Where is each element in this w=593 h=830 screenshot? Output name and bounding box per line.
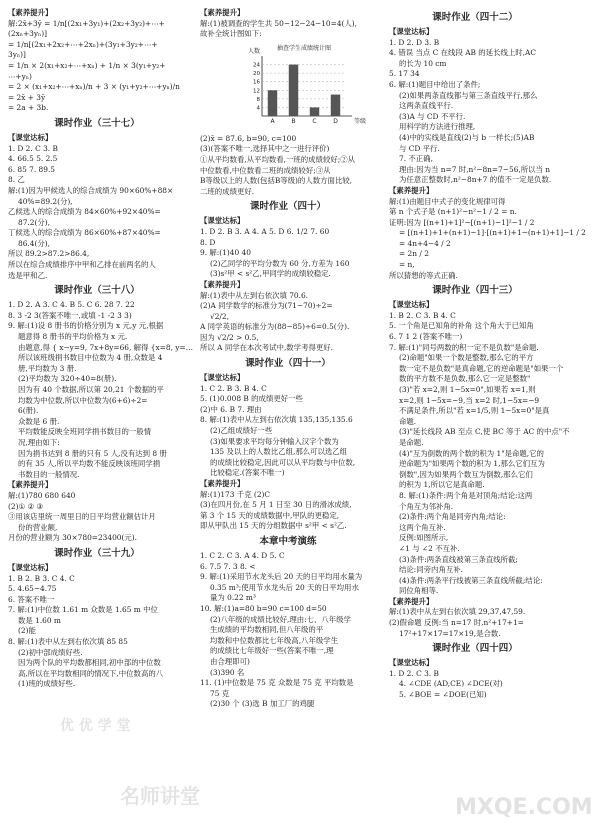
- answer-line: (2)平均数为 320÷40=8(册).: [18, 374, 117, 384]
- answer-line: 命题.: [399, 416, 417, 426]
- answer-line: 因为有 40 个数据,所以第 20,21 个数据的平: [18, 385, 164, 394]
- answer-line: (2)乙同学的平均分数为 60 分,方差为 160: [210, 258, 350, 268]
- answer-line: 倒数",因为如果两个数互为倒数,那么它们: [399, 469, 533, 479]
- answer-line: A 同学英语的标准分为(88−85)÷6=0.5(分).: [200, 322, 350, 332]
- answer-line: 10. 解:(1)a=80 b=90 c=100 d=50: [200, 603, 327, 613]
- answer-line: 乙候选人的综合成绩为 84×60%+92×40%=: [8, 207, 161, 217]
- answer-line: 数的平方数不是负数,那么它一定是整数": [399, 374, 531, 384]
- answer-line: (3)"延长线段 AB 至点 C,使 BC 等于 AC 的中点"不: [399, 427, 570, 437]
- answer-line: 况,理由如下:: [18, 437, 60, 447]
- answer-line: 同位角相等.: [399, 586, 439, 596]
- answer-line: 均数和中位数都比七年级高,八年级学生: [210, 635, 338, 645]
- answer-line: = 2n / 2: [399, 249, 429, 259]
- answer-line: ③用该店里统一周里日的日平均营业额估计月: [8, 512, 156, 522]
- answer-line: 6(册).: [18, 406, 39, 416]
- answer-line: 是命题.: [399, 437, 424, 447]
- answer-line: 5. 4.65~4.75: [8, 584, 57, 594]
- answer-line: = 1/n × 2(x₁+x₂+⋯+xₙ) + 1/n × 3(y₁+y₂+: [8, 60, 166, 70]
- watermark-left-middle: 优 优 学 堂: [60, 718, 131, 734]
- answer-line: (2)条件:两个角是同旁内角;结论:: [399, 512, 506, 522]
- answer-line: = [(n+1)+1+(n+1)−1]·[(n+1)+1−(n+1)+1]−1 / 2: [399, 228, 586, 238]
- chart-ytick-label: 8: [256, 96, 260, 103]
- chart-ytick-label: 24: [253, 62, 260, 69]
- answer-line: 8. 解:(1)表中从左到右依次填 85 85: [8, 637, 128, 647]
- answer-line: 135 及以上的人数比乙组,那么可以选乙组: [210, 447, 348, 457]
- answer-line: 结论:同旁内角互补.: [399, 565, 463, 575]
- answer-line: 众数是 6 册.: [18, 416, 60, 426]
- answer-line: 4. 错误 当点 C 在线段 AB 的延长线上时,AC: [389, 48, 536, 58]
- answer-line: 6. 7 1 2 (答案不唯一): [389, 332, 463, 342]
- answer-line: 题意得 8 册书的平均价格为 x 元.: [18, 332, 128, 342]
- answer-line: 理由:因为当 n=7 时,n²−8n=7−56,所以当 n: [399, 164, 551, 174]
- answer-line: 所以 89.2>87.2>86.4,: [8, 249, 90, 259]
- answer-line: 7. 解:(1)中位数 1.61 m 众数是 1.65 m 中位: [8, 605, 158, 615]
- answer-line: = 2x̄ + 3ȳ: [8, 92, 46, 102]
- section-title: 本章中考演练: [259, 535, 317, 547]
- answer-line: 故补全统计图如下:: [200, 29, 262, 39]
- answer-line: 3yₙ)]: [8, 50, 26, 60]
- answer-line: 17²+17×17=17×19,是合数.: [399, 628, 501, 638]
- answer-line: 所以猜想的等式正确.: [389, 270, 458, 280]
- answer-line: 解:(1)780 680 640: [8, 490, 76, 500]
- answer-line: 解:(1)由题目中式子的变化规律可得: [389, 196, 506, 206]
- answer-line: 比较稳定.(答案不唯一): [210, 468, 285, 478]
- section-title: 课时作业（四十二）: [432, 12, 518, 23]
- answer-line: 丁候选人的综合成绩为 86×60%+87×40%=: [8, 228, 161, 238]
- answer-line: 5. ∠BOE = ∠DOE(已知): [399, 690, 487, 700]
- section-title: 课时作业（四十）: [249, 201, 326, 213]
- chart-title: 抽查学生成绩统计图: [276, 44, 332, 52]
- answer-line: (3)390 名: [210, 667, 245, 677]
- answer-line: 11. (1)中位数是 75 克 众数是 75 克 平均数是: [200, 678, 354, 688]
- answer-line: (2xₙ+3yₙ)]: [8, 29, 47, 39]
- section-tag: 【课堂达标】: [8, 562, 53, 572]
- bar-chart-svg: [244, 42, 367, 130]
- answer-line: 87.2(分),: [18, 217, 50, 227]
- chart-bar: [268, 90, 277, 116]
- section-tag: 【课堂达标】: [8, 132, 53, 142]
- answer-line: 册,平均数为 3 册.: [18, 363, 77, 373]
- section-tag: 【素养提升】: [200, 8, 245, 17]
- answer-line: √2/2,: [210, 311, 229, 321]
- answer-line: 5. 17 34: [389, 69, 420, 79]
- answer-line: 因为 √2/2 > 0.5,: [200, 332, 259, 342]
- answer-line: 4. 66.5 5. 2.5: [8, 154, 58, 164]
- answer-line: 由合理即可): [210, 656, 250, 666]
- answer-line: 中位数看,中位数看二班的成绩较好;③从: [200, 165, 331, 175]
- answer-line: 反例:如图所示,: [399, 533, 449, 543]
- section-tag: 【素养提升】: [200, 279, 245, 289]
- chart-xtick-label: C: [312, 117, 317, 125]
- answer-line: 用科学的方法进行推理,: [399, 122, 476, 132]
- answer-line: (3)(答案不唯一,选择其中之一进行评价): [200, 144, 330, 154]
- answer-line: 为任意正整数时,n²−8n+7 的值不一定是负数.: [399, 175, 552, 185]
- answer-line: (3)A 与 CD 不平行.: [399, 111, 466, 121]
- answer-line: 的积为 1,所以它是真命题.: [399, 480, 485, 490]
- answer-line: (2)① ② ③: [8, 501, 44, 511]
- section-tag: 【素养提升】: [8, 480, 53, 490]
- column-right: [389, 8, 586, 701]
- answer-line: 因为捐书达到 8 册的只有 5 人,没有达到 8 册: [18, 448, 167, 458]
- answer-line: 第 3 个 15 天的成绩数据中,甲队的更稳定,: [200, 510, 340, 520]
- answer-line: 1. B 2. C 3. B 4. C: [389, 310, 456, 320]
- answer-line: 9. 解:(1)40 40: [200, 248, 251, 258]
- answer-line: 9. 解:(1)设 8 册书的价格分别为 x 元,y 元,根据: [8, 321, 164, 331]
- answer-line: ①从平均数看,从平均数看,一班的成绩较好;②从: [200, 154, 356, 164]
- section-title: 课时作业（三十九）: [54, 547, 140, 559]
- answer-line: 二班的成绩更好.: [200, 186, 255, 196]
- answer-line: 1. D 2. D 3. B: [389, 37, 440, 47]
- answer-line: 生成绩的平均数相同,但八年级的平: [210, 625, 324, 635]
- answer-line: 的成绩比较稳定,因此可以从平均数与中位数,: [210, 457, 356, 467]
- answer-line: 份的营业额,: [18, 522, 58, 532]
- answer-line: (2)x̄ = 87.6, b=90, c=100: [200, 133, 297, 143]
- answer-line: 75 克: [210, 688, 230, 698]
- section-tag: 【课堂达标】: [389, 658, 434, 668]
- answer-line: 6. 解:(1)题目中给出了条件;: [389, 79, 481, 89]
- watermark-left: 名师讲堂: [120, 784, 200, 808]
- answer-line: 逆命题为"如果两个数的积为 1,那么它们互为: [399, 459, 545, 469]
- answer-line: 与 CD 平行.: [399, 143, 440, 153]
- answer-line: 6. 85 7. 89.5: [8, 164, 56, 174]
- answer-line: 高,所以在平均数相同的情况下,中位数高的八: [18, 668, 164, 678]
- answer-line: 由题意,得 { x−y=9, 7x+8y=66, 解得 {x=8, y=…: [18, 342, 194, 352]
- answer-line: 5. (1)0.008 B 的成绩更好一些: [200, 394, 303, 404]
- answer-line: 的成绩比七年级好一些(答案不唯一,理: [210, 646, 334, 656]
- answer-line: 所以该班级捐书数目中位数为 4 册,众数是 4: [18, 353, 163, 363]
- answer-line: 6. 答案不唯一: [8, 594, 55, 604]
- section-tag: 【课堂达标】: [389, 300, 434, 310]
- answer-line: 选是甲和乙.: [8, 270, 48, 280]
- answer-line: (3)在四月份,在 5 月 1 日至 30 日的滑冰成绩,: [200, 500, 352, 510]
- answer-line: 解:(1)因为甲候选人的综合成绩为 90×60%+88×: [8, 185, 174, 195]
- answer-line: 1. C 2. B 3. B 4. C: [200, 383, 267, 393]
- answer-line: 所以 A 同学在本次考试中,数学考得更好.: [200, 343, 333, 353]
- section-title: 课时作业（四十四）: [432, 643, 518, 655]
- answer-line: (2)初中部成绩好些.: [18, 647, 83, 657]
- answer-line: 86.4(分),: [18, 238, 50, 248]
- watermark-right: MXQE.COM: [455, 795, 593, 820]
- answer-line: (2)命题"如果一个数是整数,那么它的平方: [399, 353, 534, 363]
- section-tag: 【素养提升】: [389, 596, 434, 606]
- section-tag: 【素养提升】: [200, 479, 245, 488]
- answer-line: = 2a + 3b.: [8, 103, 49, 113]
- answer-line: 1. D 2. C 3. B: [389, 668, 439, 678]
- answer-line: B等级以上的人数(包括B等级)的人数方面比较,: [200, 176, 353, 186]
- answer-line: 因为两个队的平均数都相同,初中部的中位数: [18, 658, 161, 668]
- answer-line: 即从甲队出 15 天的分组数据中 s²甲 < s²乙.: [200, 521, 347, 531]
- answer-line: 解:2x̄+3ȳ = 1/n[(2x₁+3y₁)+(2x₂+3y₂)+⋯+: [8, 18, 165, 28]
- answer-line: 5. 一个角是已知角的补角 这个角大于已知角: [389, 321, 534, 331]
- answer-line: 这两条直线平行.: [399, 101, 454, 111]
- answer-line: 数是 1.60 m: [18, 615, 61, 625]
- answer-line: ∠1 与 ∠2 不互补.: [399, 543, 460, 553]
- answer-line: 月份的营业额为 30×780=23400(元).: [8, 533, 137, 543]
- answer-line: 证明:因为 [(n+1)+1]²−[(n+1)−1]²−1 / 2: [389, 217, 535, 227]
- chart-bar: [331, 94, 340, 115]
- answer-line: (2)能: [18, 626, 36, 636]
- answer-line: 7. 不正确,: [399, 154, 433, 164]
- answer-line: 个角互为邻补角.: [399, 501, 454, 511]
- answer-line: (2)如果两条直线都与第三条直线平行,那么: [399, 90, 538, 100]
- answer-line: ⋯+yₙ): [8, 71, 32, 81]
- answer-line: (3)如果要求平均每分钟输入汉字个数为: [210, 436, 339, 446]
- answer-line: 平均数能反映全班同学捐书数目的一般情: [18, 427, 152, 437]
- chart-bar: [310, 107, 319, 116]
- chart-ytick-label: 12: [253, 88, 260, 95]
- answer-line: 这两个角互补.: [399, 522, 446, 532]
- answer-line: 8. 解:(1)表中从左到右依次填 135,135,135.6: [200, 415, 353, 425]
- answer-line: 数一定不是负数"是真命题,它的逆命题是"如果一个: [399, 363, 564, 373]
- chart-ytick-label: 20: [253, 70, 260, 77]
- answer-line: (4)条件:两条平行线被第三条直线所截;结论:: [399, 575, 543, 585]
- answer-line: 的有 35 人,所以平均数不能反映该班同学捐: [18, 459, 161, 469]
- section-title: 课时作业（四十三）: [432, 285, 518, 297]
- answer-line: 8. D: [200, 237, 216, 247]
- answer-line: (2)30 个 (3)选 B 加工厂的鸡腿: [210, 699, 315, 709]
- section-title: 课时作业（三十八）: [54, 285, 140, 297]
- answer-line: 40%=89.2(分),: [18, 196, 73, 206]
- answer-line: (4)中的实线是直线(2)与 b 一样长;(5)AB: [399, 132, 535, 142]
- answer-line: 8. 解:(1)条件:两个角是对顶角;结论:这两: [399, 490, 533, 500]
- chart-ylabel: 人数: [247, 47, 260, 55]
- answer-line: 1. D 2. A 3. C 4. B 5. C 6. 28 7. 22: [8, 300, 135, 310]
- answer-line: 6. 7.5 7. 3 8. <: [200, 561, 256, 571]
- answer-line: (2)中 6. B 7. 理由: [200, 404, 262, 414]
- answer-line: (1)班的成绩好些.: [18, 679, 76, 689]
- chart-xtick-label: A: [270, 117, 275, 125]
- answer-line: (2)假命题 反例:当 n=17 时,n²+17+1=: [389, 618, 524, 628]
- answer-line: (3)s²甲 < s²乙,甲同学的成绩较稳定.: [210, 269, 331, 279]
- answer-line: 均数为中位数,所以中位数为(6+6)÷2=: [18, 395, 148, 405]
- answer-line: 书数目的一般情况.: [18, 469, 80, 479]
- answer-line: 9. 解:(1)采用节水龙头后 20 天的日平均用水量为: [200, 572, 363, 582]
- answer-line: 1. D 2. C 3. B: [8, 143, 58, 153]
- answer-line: (2)A 同学数学的标准分为(71−70)÷2=: [200, 301, 333, 311]
- answer-line: = 4n+4−4 / 2: [399, 238, 451, 248]
- answer-line: 解:(1)表中从左到右依次填 70.6.: [200, 290, 309, 300]
- answer-line: 量为 0.22 m³: [210, 593, 256, 603]
- answer-line: = 2 × (x₁+x₂+⋯+xₙ)/n + 3 × (y₁+y₂+⋯+yₙ)/n: [8, 82, 180, 92]
- bar-chart: [244, 42, 367, 130]
- answer-line: 的长为 10 cm: [399, 58, 447, 68]
- answer-line: (4)"互为倒数的两个数的积为 1"是命题,它的: [399, 448, 544, 458]
- section-title: 课时作业（四十一）: [245, 358, 331, 370]
- answer-line: 解:(1)被调查的学生共 50−12−24−10=4(人),: [200, 18, 358, 28]
- answer-line: (2)乙组成绩好一些: [210, 426, 273, 436]
- answer-line: 解:(1)表中从左到右依次填 29,37,47,59.: [389, 607, 526, 617]
- answer-line: x=2,则 1−5x=−9,当 x=2 时,1−5x=−9: [399, 395, 540, 405]
- answer-line: 不满足条件,所以"若 x=1/5,则 1−5x=0"是真: [399, 406, 550, 416]
- section-tag: 【课堂达标】: [200, 373, 245, 383]
- answer-line: 4. ∠CDE (AD,CE) ∠DCE(对): [399, 679, 503, 689]
- answer-line: (3)"若 x=2,则 1−5x=0",如果若 x=1,则: [399, 385, 536, 394]
- answer-line: 解:(1)173 千克 (2)C: [200, 489, 271, 499]
- column-left: [8, 8, 194, 690]
- answer-line: 8. 乙: [8, 175, 25, 185]
- answer-line: 第 n 个式子是 (n+1)²−n²−1 / 2 = n.: [389, 207, 517, 217]
- answer-line: (3)条件:两条直线被第三条直线所截;: [399, 554, 518, 564]
- answer-line: 8. 3 -2 3(答案不唯一,或填 -1 -2 3 3): [8, 310, 132, 320]
- section-tag: 【素养提升】: [389, 185, 434, 195]
- answer-line: = 1/n[(2x₁+2x₂+⋯+2xₙ)+(3y₁+3y₂+⋯+: [8, 39, 158, 49]
- answer-line: 0.35 m³;使用节水龙头后 20 天的日平均用水: [210, 582, 359, 592]
- section-tag: 【课堂达标】: [200, 216, 245, 226]
- answer-line: 1. D 2. B 3. A 4. A 5. D 6. 1/2 7. 60: [200, 226, 330, 236]
- chart-bar: [289, 64, 298, 115]
- section-tag: 【素养提升】: [8, 8, 53, 17]
- section-tag: 【课堂达标】: [389, 27, 434, 36]
- chart-ytick-label: 4: [256, 105, 260, 112]
- answer-line: 1. C 2. C 3. A 4. D 5. C: [200, 550, 285, 560]
- answer-line: 所以在综合成绩排序中甲和乙排在前两名的人: [8, 260, 156, 270]
- answer-line: (2)八年级的成绩比较好,理由:七、八年级学: [210, 614, 351, 624]
- answer-line: 7. 解:(1)"同号两数的积一定不是负数"是命题.: [389, 342, 539, 352]
- answer-line: = n,: [399, 260, 415, 270]
- chart-xlabel: 等级: [354, 117, 367, 125]
- chart-ytick-label: 16: [253, 79, 260, 86]
- chart-xtick-label: D: [333, 117, 338, 125]
- column-middle: [200, 8, 376, 710]
- answer-line: 1. B 2. B 3. C 4. C: [8, 573, 75, 583]
- section-title: 课时作业（三十七）: [54, 117, 140, 129]
- chart-xtick-label: B: [291, 117, 296, 125]
